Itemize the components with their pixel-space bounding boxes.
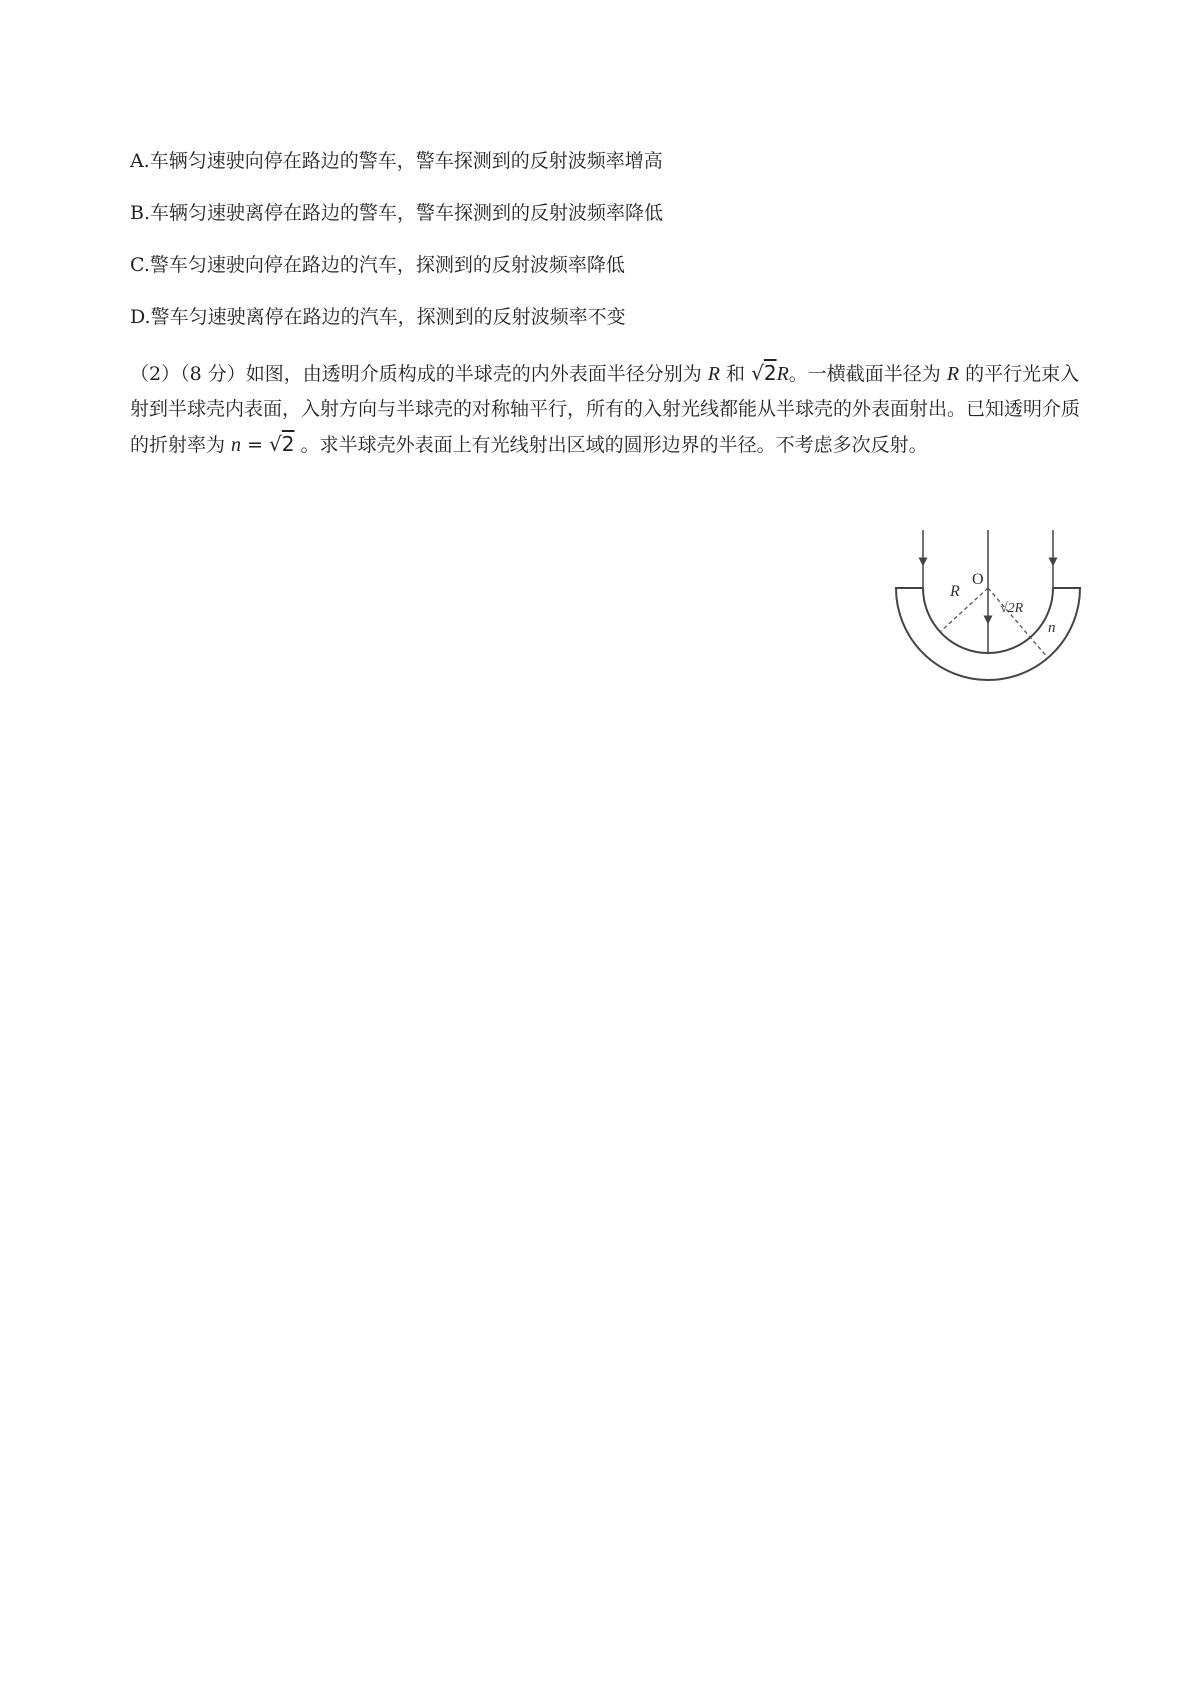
q2-sqrt-sign-2: √ <box>269 432 282 456</box>
option-d <box>130 304 626 330</box>
inner-radius-line <box>940 588 988 632</box>
shell-diagram <box>880 520 1110 700</box>
option-d-text: 警车匀速驶离停在路边的汽车，探测到的反射波频率不变 <box>150 306 626 328</box>
outer-radius-line <box>988 588 1048 658</box>
label-sqrt2r: √2R <box>1000 601 1024 616</box>
option-a-label: A. <box>130 150 150 172</box>
option-c-label: C. <box>130 254 150 276</box>
label-r: R <box>950 583 960 600</box>
hemisphere-shell-figure <box>880 520 1110 704</box>
q2-prefix: （2）（8 分）如图，由透明介质构成的半球壳的内外表面半径分别为 <box>130 363 702 385</box>
q2-sqrt-value: 2 <box>763 361 777 385</box>
q2-outer-radius: R <box>776 363 789 385</box>
label-o: O <box>972 571 984 588</box>
option-b-label: B. <box>130 202 151 224</box>
label-n: n <box>1048 620 1056 636</box>
q2-and: 和 <box>719 363 752 385</box>
question-2 <box>130 356 1095 463</box>
q2-n-symbol: n <box>231 434 242 456</box>
option-b <box>130 200 663 226</box>
q2-sqrt-sign: √ <box>751 361 764 385</box>
q2-beam-radius: R <box>946 363 960 385</box>
option-c-text: 警车匀速驶向停在路边的汽车，探测到的反射波频率降低 <box>149 254 625 276</box>
q2-mid1: 。一横截面半径为 <box>788 363 947 385</box>
q2-inner-radius: R <box>707 363 720 385</box>
q2-mid2: 的平行光束入射到半球壳内表面，入射方向与半球壳的对称轴平行，所有的入射光线都能从半球壳的外表面射出。已知透明介质的折射率为 <box>130 363 1081 456</box>
q2-sqrt-value-2: 2 <box>281 432 295 456</box>
option-d-label: D. <box>130 306 151 328</box>
option-a <box>130 148 663 174</box>
q2-suffix: 。求半球壳外表面上有光线射出区域的圆形边界的半径。不考虑多次反射。 <box>294 434 928 456</box>
option-c <box>130 252 625 278</box>
option-a-text: 车辆匀速驶向停在路边的警车，警车探测到的反射波频率增高 <box>149 150 663 172</box>
q2-equals: = <box>241 434 270 456</box>
option-b-text: 车辆匀速驶离停在路边的警车，警车探测到的反射波频率降低 <box>150 202 664 224</box>
